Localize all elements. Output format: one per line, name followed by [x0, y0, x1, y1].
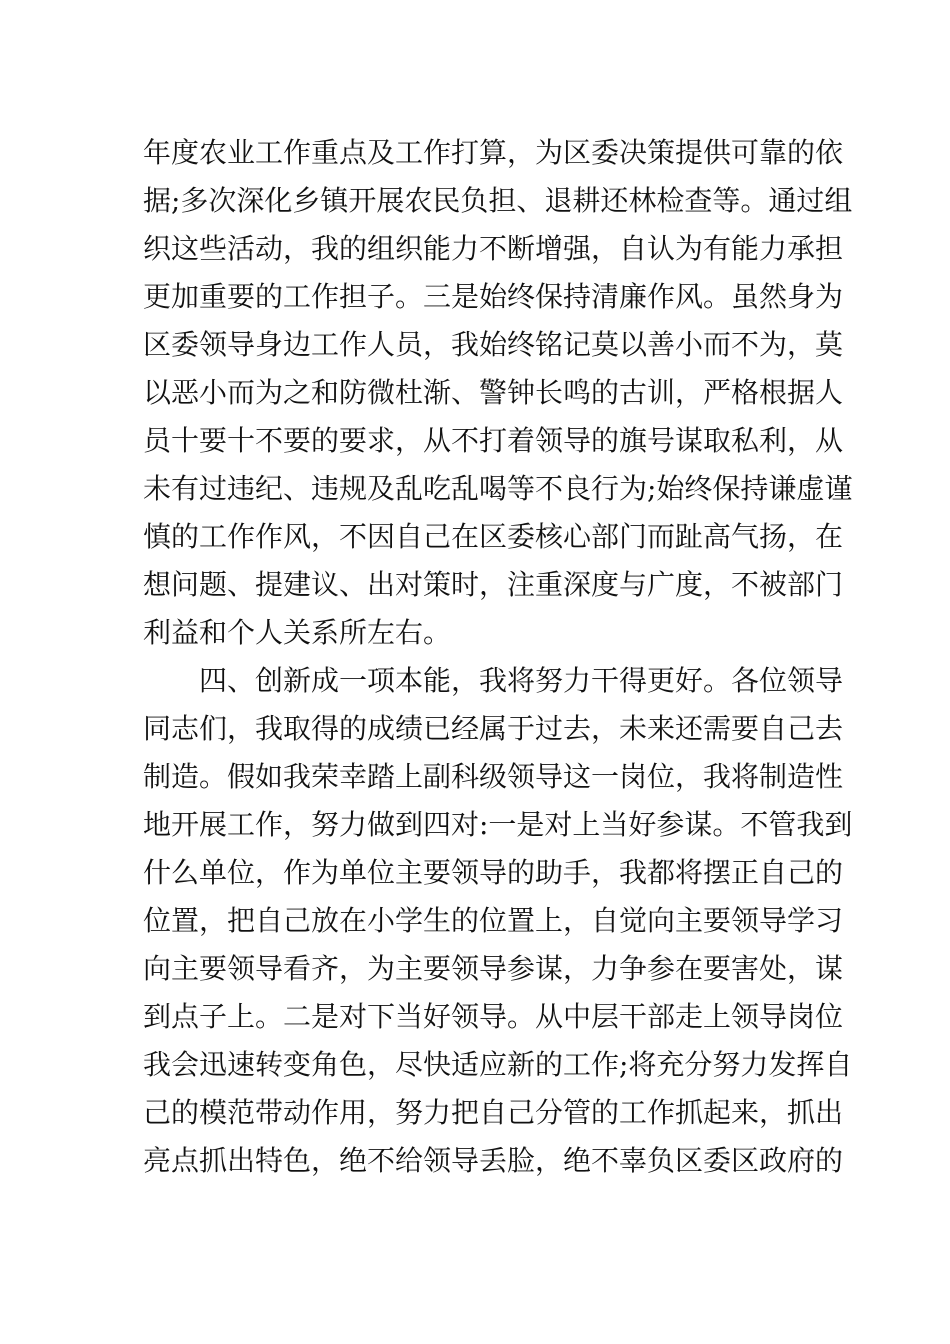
text-line: 区委领导身边工作人员，我始终铭记莫以善小而不为，莫	[143, 328, 844, 361]
text-line: 年度农业工作重点及工作打算，为区委决策提供可靠的依	[143, 136, 844, 169]
text-line: 到点子上。二是对下当好领导。从中层干部走上领导岗位	[143, 1000, 844, 1033]
text-line: 利益和个人关系所左右。	[143, 616, 452, 649]
text-line: 更加重要的工作担子。三是始终保持清廉作风。虽然身为	[143, 280, 844, 313]
text-line: 位置，把自己放在小学生的位置上，自觉向主要领导学习	[143, 904, 844, 937]
text-line: 想问题、提建议、出对策时，注重深度与广度，不被部门	[143, 568, 844, 601]
text-line: 织这些活动，我的组织能力不断增强，自认为有能力承担	[143, 232, 844, 265]
text-line: 同志们，我取得的成绩已经属于过去，未来还需要自己去	[143, 712, 844, 745]
text-line: 慎的工作作风，不因自己在区委核心部门而趾高气扬，在	[143, 520, 844, 553]
text-line: 员十要十不要的要求，从不打着领导的旗号谋取私利，从	[143, 424, 844, 457]
paragraph-first-line: 四、创新成一项本能，我将努力干得更好。各位领导	[199, 664, 844, 697]
text-line: 以恶小而为之和防微杜渐、警钟长鸣的古训，严格根据人	[143, 376, 844, 409]
text-line: 亮点抓出特色，绝不给领导丢脸，绝不辜负区委区政府的	[143, 1144, 844, 1177]
text-line: 地开展工作，努力做到四对:一是对上当好参谋。不管我到	[143, 808, 853, 841]
text-line: 我会迅速转变角色，尽快适应新的工作;将充分努力发挥自	[143, 1048, 853, 1081]
text-line: 己的模范带动作用，努力把自己分管的工作抓起来，抓出	[143, 1096, 844, 1129]
text-line: 什么单位，作为单位主要领导的助手，我都将摆正自己的	[143, 856, 844, 889]
text-line: 未有过违纪、违规及乱吃乱喝等不良行为;始终保持谦虚谨	[143, 472, 853, 505]
text-line: 据;多次深化乡镇开展农民负担、退耕还林检查等。通过组	[143, 184, 853, 217]
text-line: 制造。假如我荣幸踏上副科级领导这一岗位，我将制造性	[143, 760, 844, 793]
text-line: 向主要领导看齐，为主要领导参谋，力争参在要害处，谋	[143, 952, 844, 985]
